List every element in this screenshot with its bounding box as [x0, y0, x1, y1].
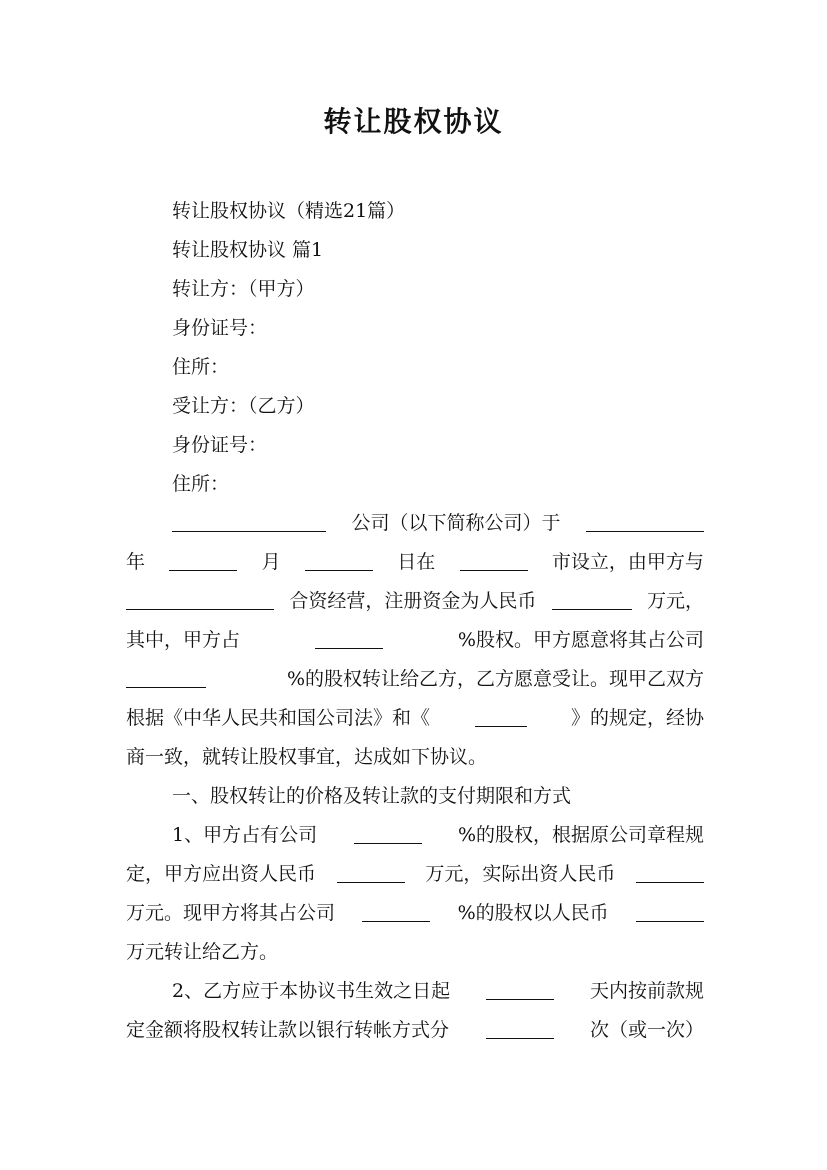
paragraph-line: 万元转让给乙方。	[126, 941, 279, 963]
text-fragment: 日在	[397, 551, 436, 573]
blank-field	[315, 621, 383, 649]
paragraph-line	[126, 972, 704, 1011]
text-line: 转让方：（甲方）	[172, 278, 315, 300]
text-fragment: 次（或一次）	[589, 1019, 704, 1041]
text-line: 住所：	[172, 473, 230, 495]
text-fragment: 根据《中华人民共和国公司法》和《	[126, 707, 431, 729]
text-fragment: 1、甲方占有公司	[172, 824, 318, 846]
text-line: 身份证号：	[172, 317, 268, 339]
paragraph-line	[126, 894, 704, 933]
section-heading: 一、股权转让的价格及转让款的支付期限和方式	[172, 785, 572, 807]
text-fragment: 万元。现甲方将其占公司	[126, 902, 336, 924]
text-fragment: 定金额将股权转让款以银行转帐方式分	[126, 1019, 450, 1041]
text-fragment: 天内按前款规	[589, 980, 704, 1002]
blank-field	[486, 1011, 554, 1039]
text-fragment: %的股权以人民币	[457, 902, 609, 924]
text-fragment: 其中，甲方占	[126, 629, 241, 651]
blank-field	[552, 582, 632, 610]
document-body	[126, 192, 704, 1050]
paragraph-line	[126, 855, 704, 894]
blank-field	[305, 543, 373, 571]
paragraph-line	[126, 660, 704, 699]
paragraph-line	[126, 1011, 704, 1050]
text-line: 转让股权协议（精选21篇）	[172, 200, 406, 222]
blank-field	[354, 816, 422, 844]
blank-field	[460, 543, 528, 571]
text-fragment: %的股权转让给乙方，乙方愿意受让。现甲乙双方	[286, 668, 704, 690]
text-fragment: %的股权，根据原公司章程规	[457, 824, 704, 846]
blank-field	[586, 504, 704, 532]
blank-field	[126, 582, 274, 610]
text-fragment: 》的规定，经协	[570, 707, 704, 729]
blank-field	[636, 855, 704, 883]
paragraph-line: 商一致，就转让股权事宜，达成如下协议。	[126, 746, 488, 768]
text-line: 转让股权协议 篇1	[172, 239, 324, 261]
text-fragment: 万元，实际出资人民币	[425, 863, 616, 885]
text-line: 受让方：（乙方）	[172, 395, 315, 417]
paragraph-line	[126, 504, 704, 543]
blank-field	[636, 894, 704, 922]
text-fragment: 市设立，由甲方与	[551, 551, 704, 573]
paragraph-line	[126, 816, 704, 855]
text-fragment: 合资经营，注册资金为人民币	[289, 590, 537, 612]
blank-field	[126, 660, 206, 688]
paragraph-line	[126, 699, 704, 738]
text-fragment: 万元，	[646, 590, 704, 612]
text-fragment: 2、乙方应于本协议书生效之日起	[172, 980, 451, 1002]
blank-field	[337, 855, 405, 883]
text-fragment: 年	[126, 551, 146, 573]
blank-field	[172, 504, 326, 532]
text-fragment: 定，甲方应出资人民币	[126, 863, 317, 885]
paragraph-line	[126, 582, 704, 621]
text-line: 住所：	[172, 356, 230, 378]
blank-field	[362, 894, 430, 922]
text-line: 身份证号：	[172, 434, 268, 456]
text-fragment: 月	[261, 551, 281, 573]
paragraph-line	[126, 543, 704, 582]
document-title: 转让股权协议	[323, 105, 504, 138]
text-fragment: %股权。甲方愿意将其占公司	[457, 629, 704, 651]
blank-field	[486, 972, 554, 1000]
blank-field	[169, 543, 237, 571]
text-fragment: 公司（以下简称公司）于	[351, 512, 561, 534]
paragraph-line	[126, 621, 704, 660]
blank-field	[475, 699, 527, 727]
